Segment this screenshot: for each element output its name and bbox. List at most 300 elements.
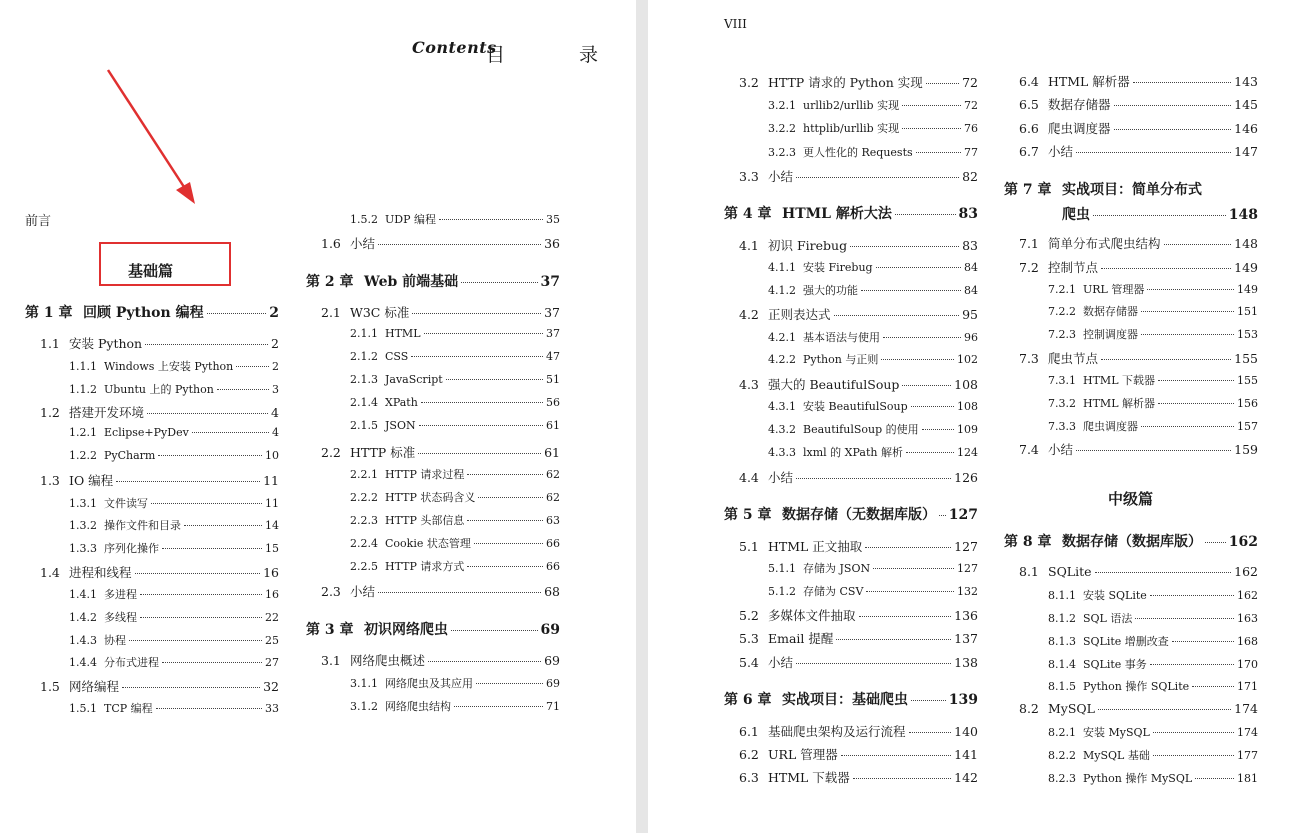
toc-entry-sub[interactable]: [69, 426, 279, 439]
toc-entry-chapter[interactable]: [306, 271, 560, 291]
toc-entry-number: 7.2.2: [1048, 305, 1076, 318]
toc-leader-dots: [1147, 289, 1234, 290]
toc-entry-title: 爬虫调度器: [1048, 121, 1111, 136]
toc-entry-sub[interactable]: [768, 120, 978, 136]
toc-leader-dots: [1164, 244, 1232, 245]
toc-leader-dots: [1150, 595, 1234, 596]
toc-leader-dots: [1153, 755, 1234, 756]
toc-entry-sub[interactable]: [768, 444, 978, 460]
toc-entry-sub[interactable]: [69, 586, 279, 602]
toc-entry-page: 2: [269, 305, 279, 321]
toc-leader-dots: [135, 573, 261, 574]
part-heading-intermediate: 中级篇: [1108, 490, 1154, 508]
toc-entry-number: 8.1: [1019, 564, 1039, 579]
toc-entry-page: 4: [271, 405, 279, 420]
toc-entry-sub[interactable]: [69, 654, 279, 670]
toc-entry-title: 多线程: [104, 611, 137, 624]
toc-entry-title: XPath: [385, 396, 418, 409]
toc-entry-number: 第 7 章: [1004, 182, 1052, 198]
toc-entry-page: 159: [1234, 442, 1258, 457]
toc-entry-title: 分布式进程: [104, 656, 159, 669]
toc-entry-title: 基础爬虫架构及运行流程: [768, 724, 906, 739]
toc-entry-page: 156: [1237, 397, 1258, 410]
toc-leader-dots: [1192, 686, 1234, 687]
toc-entry-title: 安装 SQLite: [1083, 589, 1147, 602]
toc-entry-section[interactable]: [739, 629, 978, 647]
toc-entry-number: 4.3.2: [768, 423, 796, 436]
toc-entry-number: 6.7: [1019, 144, 1039, 159]
toc-leader-dots: [467, 520, 543, 521]
toc-entry-sub[interactable]: [768, 398, 978, 414]
right-page: [648, 0, 1301, 833]
toc-leader-dots: [1141, 334, 1234, 335]
toc-leader-dots: [145, 344, 268, 345]
toc-entry-page: 126: [954, 470, 978, 485]
toc-entry-title: SQLite 事务: [1083, 658, 1147, 671]
toc-entry-section[interactable]: [1019, 564, 1258, 579]
toc-entry-sub[interactable]: [768, 97, 978, 113]
toc-entry-sub[interactable]: [1048, 587, 1258, 603]
toc-leader-dots: [916, 152, 961, 153]
toc-entry-page: 108: [954, 377, 978, 392]
toc-entry-section[interactable]: [739, 167, 978, 185]
toc-entry-page: 25: [265, 634, 279, 647]
toc-entry-sub[interactable]: [768, 144, 978, 160]
toc-entry-page: 136: [954, 608, 978, 623]
toc-entry-sub[interactable]: [1048, 372, 1258, 388]
toc-leader-dots: [378, 244, 541, 245]
toc-entry-section[interactable]: [1019, 701, 1258, 716]
toc-entry-page: 69: [540, 622, 560, 638]
toc-entry-sub[interactable]: [768, 282, 978, 298]
toc-entry-title: 序列化操作: [104, 542, 159, 555]
toc-entry-sub[interactable]: [69, 358, 279, 374]
toc-leader-dots: [841, 755, 951, 756]
toc-entry-number: 1.1: [40, 336, 60, 351]
toc-entry-sub[interactable]: [69, 700, 279, 716]
toc-entry-number: 3.2.1: [768, 99, 796, 112]
toc-entry-section[interactable]: [1019, 349, 1258, 367]
toc-entry-page: 138: [954, 655, 978, 670]
toc-entry-title: 爬虫: [1062, 207, 1090, 223]
contents-logo: Contents: [412, 38, 497, 57]
toc-entry-sub[interactable]: [350, 512, 560, 528]
toc-entry-number: 7.3.1: [1048, 374, 1076, 387]
toc-entry-section[interactable]: [40, 471, 279, 489]
toc-entry-page: 83: [958, 206, 978, 222]
toc-entry-page: 37: [546, 327, 560, 340]
toc-leader-dots: [1133, 82, 1231, 83]
toc-entry-title: Python 与正则: [803, 353, 879, 366]
toc-entry-title: HTML 下载器: [1083, 374, 1155, 387]
toc-entry-sub[interactable]: [1048, 747, 1258, 763]
toc-entry-sub[interactable]: [350, 698, 560, 714]
toc-entry-number: 2.1.5: [350, 419, 378, 432]
toc-leader-dots: [162, 548, 262, 549]
toc-entry-number: 第 1 章: [25, 305, 73, 321]
toc-leader-dots: [478, 497, 543, 498]
toc-entry-section[interactable]: [1019, 119, 1258, 137]
toc-entry-title: 安装 Python: [69, 336, 143, 351]
toc-entry-title: CSS: [385, 350, 409, 363]
toc-leader-dots: [454, 706, 543, 707]
toc-entry-section[interactable]: [321, 303, 560, 321]
toc-entry-page: 72: [964, 99, 978, 112]
toc-entry-page: 68: [544, 584, 560, 599]
toc-entry-title: HTTP 请求过程: [385, 468, 465, 481]
toc-leader-dots: [1150, 664, 1234, 665]
toc-entry-number: 7.2.1: [1048, 283, 1076, 296]
toc-entry-number: 8.1.5: [1048, 680, 1076, 693]
toc-leader-dots: [902, 105, 961, 106]
toc-entry-page: 35: [546, 213, 560, 226]
toc-entry-number: 2.1.3: [350, 373, 378, 386]
toc-leader-dots: [1158, 403, 1234, 404]
toc-entry-sub[interactable]: [350, 211, 560, 227]
toc-entry-sub[interactable]: [1048, 656, 1258, 672]
toc-entry-section[interactable]: [739, 768, 978, 786]
toc-entry-chapter[interactable]: [724, 504, 978, 524]
toc-entry-number: 8.2.1: [1048, 726, 1076, 739]
toc-entry-page: 47: [546, 350, 560, 363]
toc-entry-page: 177: [1237, 749, 1258, 762]
toc-entry-chapter-line1[interactable]: [1004, 179, 1202, 199]
toc-entry-page: 181: [1237, 772, 1258, 785]
toc-entry-section[interactable]: [321, 582, 560, 600]
toc-entry-section[interactable]: [739, 305, 978, 323]
toc-entry-title: HTTP 头部信息: [385, 514, 465, 527]
toc-entry-number: 6.4: [1019, 74, 1039, 89]
toc-entry-title: 数据存储器: [1083, 305, 1138, 318]
toc-entry-title: 小结: [768, 470, 794, 485]
toc-entry-title: 基本语法与使用: [803, 331, 880, 344]
toc-entry-chapter[interactable]: [25, 302, 279, 322]
toc-entry-section[interactable]: [1019, 95, 1258, 113]
toc-entry-section[interactable]: [739, 468, 978, 486]
toc-entry-page: 37: [544, 305, 560, 320]
toc-entry-page: 124: [957, 446, 978, 459]
toc-leader-dots: [939, 515, 946, 516]
toc-leader-dots: [184, 525, 262, 526]
toc-entry-title: IO 编程: [69, 473, 114, 488]
toc-entry-number: 7.3.3: [1048, 420, 1076, 433]
toc-entry-page: 170: [1237, 658, 1258, 671]
toc-entry-title: 正则表达式: [768, 307, 831, 322]
toc-leader-dots: [796, 663, 951, 664]
toc-entry-page: 149: [1237, 283, 1258, 296]
toc-entry-sub[interactable]: [1048, 326, 1258, 342]
toc-entry-sub[interactable]: [350, 675, 560, 691]
toc-entry-page: 168: [1237, 635, 1258, 648]
toc-leader-dots: [1076, 450, 1231, 451]
toc-leader-dots: [236, 366, 269, 367]
toc-entry-number: 7.2.3: [1048, 328, 1076, 341]
toc-leader-dots: [895, 214, 956, 215]
toc-entry-section[interactable]: [1019, 142, 1258, 160]
toc-entry-sub[interactable]: [1048, 633, 1258, 649]
toc-leader-dots: [1101, 268, 1231, 269]
toc-entry-sub[interactable]: [69, 609, 279, 625]
toc-entry-page: 153: [1237, 328, 1258, 341]
toc-entry-section[interactable]: [40, 677, 279, 695]
toc-entry-page: 155: [1237, 374, 1258, 387]
toc-entry-chapter[interactable]: [724, 689, 978, 709]
toc-entry-title: Windows 上安装 Python: [104, 360, 234, 373]
toc-entry-title: 多进程: [104, 588, 137, 601]
toc-entry-section[interactable]: [321, 443, 560, 461]
toc-entry-page: 16: [263, 565, 279, 580]
toc-leader-dots: [129, 640, 262, 641]
toc-entry-sub[interactable]: [1048, 724, 1258, 740]
toc-entry-section[interactable]: [321, 651, 560, 669]
toc-entry-number: 4.3.3: [768, 446, 796, 459]
toc-entry-sub[interactable]: [350, 396, 560, 409]
toc-entry-number: 1.5: [40, 679, 60, 694]
toc-entry-sub[interactable]: [768, 329, 978, 345]
page-gutter: [636, 0, 648, 833]
toc-entry-title: httplib/urllib 实现: [803, 122, 900, 135]
toc-entry-sub[interactable]: [350, 466, 560, 482]
toc-leader-dots: [861, 290, 961, 291]
toc-leader-dots: [906, 452, 954, 453]
toc-entry-title: 文件读写: [104, 497, 148, 510]
toc-entry-number: 4.1.2: [768, 284, 796, 297]
toc-entry-number: 第 2 章: [306, 274, 354, 290]
toc-entry-number: 3.1: [321, 653, 341, 668]
toc-entry-title: 数据存储器: [1048, 97, 1111, 112]
toc-entry-section[interactable]: [739, 745, 978, 763]
toc-entry-sub[interactable]: [1048, 395, 1258, 411]
toc-leader-dots: [1205, 542, 1226, 543]
toc-entry-title: 实战项目：简单分布式: [1062, 182, 1202, 198]
toc-leader-dots: [911, 700, 946, 701]
toc-entry-number: 2.1.1: [350, 327, 378, 340]
toc-entry-section[interactable]: [40, 563, 279, 581]
toc-leader-dots: [158, 455, 262, 456]
toc-entry-sub[interactable]: [1048, 303, 1258, 319]
toc-entry-page: 2: [271, 336, 279, 351]
toc-entry-section[interactable]: [321, 234, 560, 252]
toc-entry-sub[interactable]: [1048, 281, 1258, 297]
toc-entry-chapter[interactable]: [306, 619, 560, 639]
toc-leader-dots: [474, 543, 543, 544]
toc-entry-title: 搭建开发环境: [69, 405, 145, 420]
toc-entry-number: 3.2.2: [768, 122, 796, 135]
toc-leader-dots: [411, 356, 543, 357]
toc-entry-page: 162: [1234, 564, 1258, 579]
toc-entry-sub[interactable]: [350, 373, 560, 386]
toc-leader-dots: [418, 453, 541, 454]
toc-entry-page: 145: [1234, 97, 1258, 112]
toc-leader-dots: [873, 568, 954, 569]
toc-leader-dots: [911, 406, 954, 407]
page-number: VIII: [724, 17, 747, 31]
toc-entry-page: 61: [544, 445, 560, 460]
toc-entry-title: 小结: [768, 169, 794, 184]
toc-entry-title: 数据存储（数据库版）: [1062, 534, 1202, 550]
toc-entry-title: URL 管理器: [1083, 283, 1145, 296]
toc-entry-number: 2.2: [321, 445, 341, 460]
toc-entry-number: 第 3 章: [306, 622, 354, 638]
toc-leader-dots: [428, 661, 541, 662]
toc-entry-number: 1.3.3: [69, 542, 97, 555]
toc-leader-dots: [116, 481, 260, 482]
toc-entry-sub[interactable]: [768, 560, 978, 576]
toc-entry-section[interactable]: [1019, 440, 1258, 458]
toc-leader-dots: [909, 732, 952, 733]
toc-entry-number: 4.3: [739, 377, 759, 392]
toc-entry-title: 回顾 Python 编程: [83, 305, 204, 321]
toc-entry-number: 1.3.2: [69, 519, 97, 532]
toc-entry-page: 62: [546, 491, 560, 504]
preface-entry[interactable]: 前言: [25, 214, 52, 229]
toc-entry-title: 小结: [350, 236, 376, 251]
toc-entry-title: 网络编程: [69, 679, 120, 694]
toc-entry-number: 4.1.1: [768, 261, 796, 274]
toc-entry-title: HTML 解析器: [1048, 74, 1130, 89]
toc-entry-title: 多媒体文件抽取: [768, 608, 856, 623]
toc-entry-page: 174: [1237, 726, 1258, 739]
toc-entry-number: 8.2.2: [1048, 749, 1076, 762]
toc-entry-title: 强大的功能: [803, 284, 858, 297]
toc-entry-sub[interactable]: [350, 419, 560, 432]
toc-entry-title: Python 操作 MySQL: [1083, 772, 1193, 785]
toc-entry-sub[interactable]: [1048, 610, 1258, 626]
toc-leader-dots: [883, 337, 961, 338]
toc-leader-dots: [1114, 105, 1232, 106]
part-heading-basic: 基础篇: [128, 262, 174, 280]
toc-entry-sub[interactable]: [768, 421, 978, 437]
toc-entry-sub[interactable]: [69, 449, 279, 462]
toc-leader-dots: [378, 592, 541, 593]
toc-entry-chapter[interactable]: [724, 203, 978, 223]
toc-entry-sub[interactable]: [768, 583, 978, 599]
toc-entry-page: 157: [1237, 420, 1258, 433]
toc-leader-dots: [461, 282, 537, 283]
toc-entry-sub[interactable]: [350, 558, 560, 574]
toc-entry-title: Eclipse+PyDev: [104, 426, 189, 439]
toc-entry-section[interactable]: [739, 722, 978, 740]
toc-entry-number: 第 6 章: [724, 692, 772, 708]
toc-entry-title: W3C 标准: [350, 305, 410, 320]
toc-entry-title: JavaScript: [385, 373, 443, 386]
toc-entry-title: SQLite 增删改查: [1083, 635, 1169, 648]
toc-entry-title: 控制调度器: [1083, 328, 1138, 341]
toc-entry-section[interactable]: [739, 73, 978, 91]
toc-entry-sub[interactable]: [69, 495, 279, 511]
toc-entry-chapter[interactable]: [1062, 204, 1258, 224]
toc-entry-number: 8.1.1: [1048, 589, 1076, 602]
toc-entry-title: Python 操作 SQLite: [1083, 680, 1190, 693]
toc-entry-number: 8.1.2: [1048, 612, 1076, 625]
toc-entry-page: 147: [1234, 144, 1258, 159]
toc-entry-title: HTML 解析大法: [782, 206, 892, 222]
toc-leader-dots: [1135, 618, 1234, 619]
toc-entry-section[interactable]: [40, 403, 279, 421]
toc-entry-page: 10: [265, 449, 279, 462]
toc-entry-page: 149: [1234, 260, 1258, 275]
toc-entry-section[interactable]: [40, 334, 279, 352]
toc-entry-page: 66: [546, 560, 560, 573]
toc-entry-page: 4: [272, 426, 279, 439]
toc-entry-title: HTML 正文抽取: [768, 539, 863, 554]
red-arrow-icon: [100, 64, 210, 214]
toc-entry-page: 146: [1234, 121, 1258, 136]
toc-entry-number: 8.1.3: [1048, 635, 1076, 648]
toc-leader-dots: [926, 83, 959, 84]
toc-leader-dots: [1093, 215, 1226, 216]
toc-entry-title: 网络爬虫及其应用: [385, 677, 473, 690]
toc-entry-title: MySQL 基础: [1083, 749, 1150, 762]
toc-entry-section[interactable]: [1019, 258, 1258, 276]
toc-entry-sub[interactable]: [69, 517, 279, 533]
toc-entry-number: 1.6: [321, 236, 341, 251]
toc-entry-page: 66: [546, 537, 560, 550]
toc-entry-page: 84: [964, 261, 978, 274]
toc-leader-dots: [1095, 572, 1232, 573]
toc-entry-number: 4.1: [739, 238, 759, 253]
toc-entry-number: 1.2.1: [69, 426, 97, 439]
toc-entry-page: 127: [954, 539, 978, 554]
toc-entry-sub[interactable]: [1048, 678, 1258, 694]
toc-leader-dots: [424, 333, 544, 334]
toc-entry-sub[interactable]: [350, 327, 560, 340]
toc-leader-dots: [850, 246, 959, 247]
toc-entry-title: 实战项目：基础爬虫: [782, 692, 908, 708]
toc-entry-number: 1.4.2: [69, 611, 97, 624]
toc-leader-dots: [859, 616, 952, 617]
toc-entry-number: 2.1.4: [350, 396, 378, 409]
toc-entry-number: 6.5: [1019, 97, 1039, 112]
toc-entry-number: 2.2.5: [350, 560, 378, 573]
toc-entry-title: Ubuntu 上的 Python: [104, 383, 214, 396]
toc-entry-section[interactable]: [1019, 234, 1258, 252]
toc-entry-section[interactable]: [1019, 72, 1258, 90]
toc-entry-page: 71: [546, 700, 560, 713]
toc-entry-page: 148: [1234, 236, 1258, 251]
toc-entry-number: 5.1: [739, 539, 759, 554]
toc-entry-page: 171: [1237, 680, 1258, 693]
toc-entry-number: 3.2: [739, 75, 759, 90]
toc-entry-sub[interactable]: [350, 350, 560, 363]
toc-entry-section[interactable]: [739, 653, 978, 671]
toc-entry-section[interactable]: [739, 537, 978, 555]
toc-entry-sub[interactable]: [768, 351, 978, 367]
toc-entry-section[interactable]: [739, 236, 978, 254]
toc-entry-chapter[interactable]: [1004, 531, 1258, 551]
toc-entry-sub[interactable]: [69, 632, 279, 648]
toc-entry-section[interactable]: [739, 606, 978, 624]
toc-entry-sub[interactable]: [350, 535, 560, 551]
toc-entry-number: 5.2: [739, 608, 759, 623]
toc-entry-title: HTML 下载器: [768, 770, 850, 785]
toc-entry-sub[interactable]: [1048, 770, 1258, 786]
toc-entry-page: 137: [954, 631, 978, 646]
toc-entry-sub[interactable]: [1048, 418, 1258, 434]
toc-entry-sub[interactable]: [768, 259, 978, 275]
toc-entry-title: HTTP 状态码含义: [385, 491, 476, 504]
toc-entry-page: 61: [546, 419, 560, 432]
toc-entry-section[interactable]: [739, 375, 978, 393]
toc-leader-dots: [1114, 129, 1232, 130]
toc-entry-number: 3.2.3: [768, 146, 796, 159]
toc-entry-page: 141: [954, 747, 978, 762]
toc-leader-dots: [1158, 380, 1234, 381]
toc-entry-sub[interactable]: [69, 540, 279, 556]
toc-entry-number: 4.3.1: [768, 400, 796, 413]
toc-entry-sub[interactable]: [350, 489, 560, 505]
toc-entry-sub[interactable]: [69, 381, 279, 397]
